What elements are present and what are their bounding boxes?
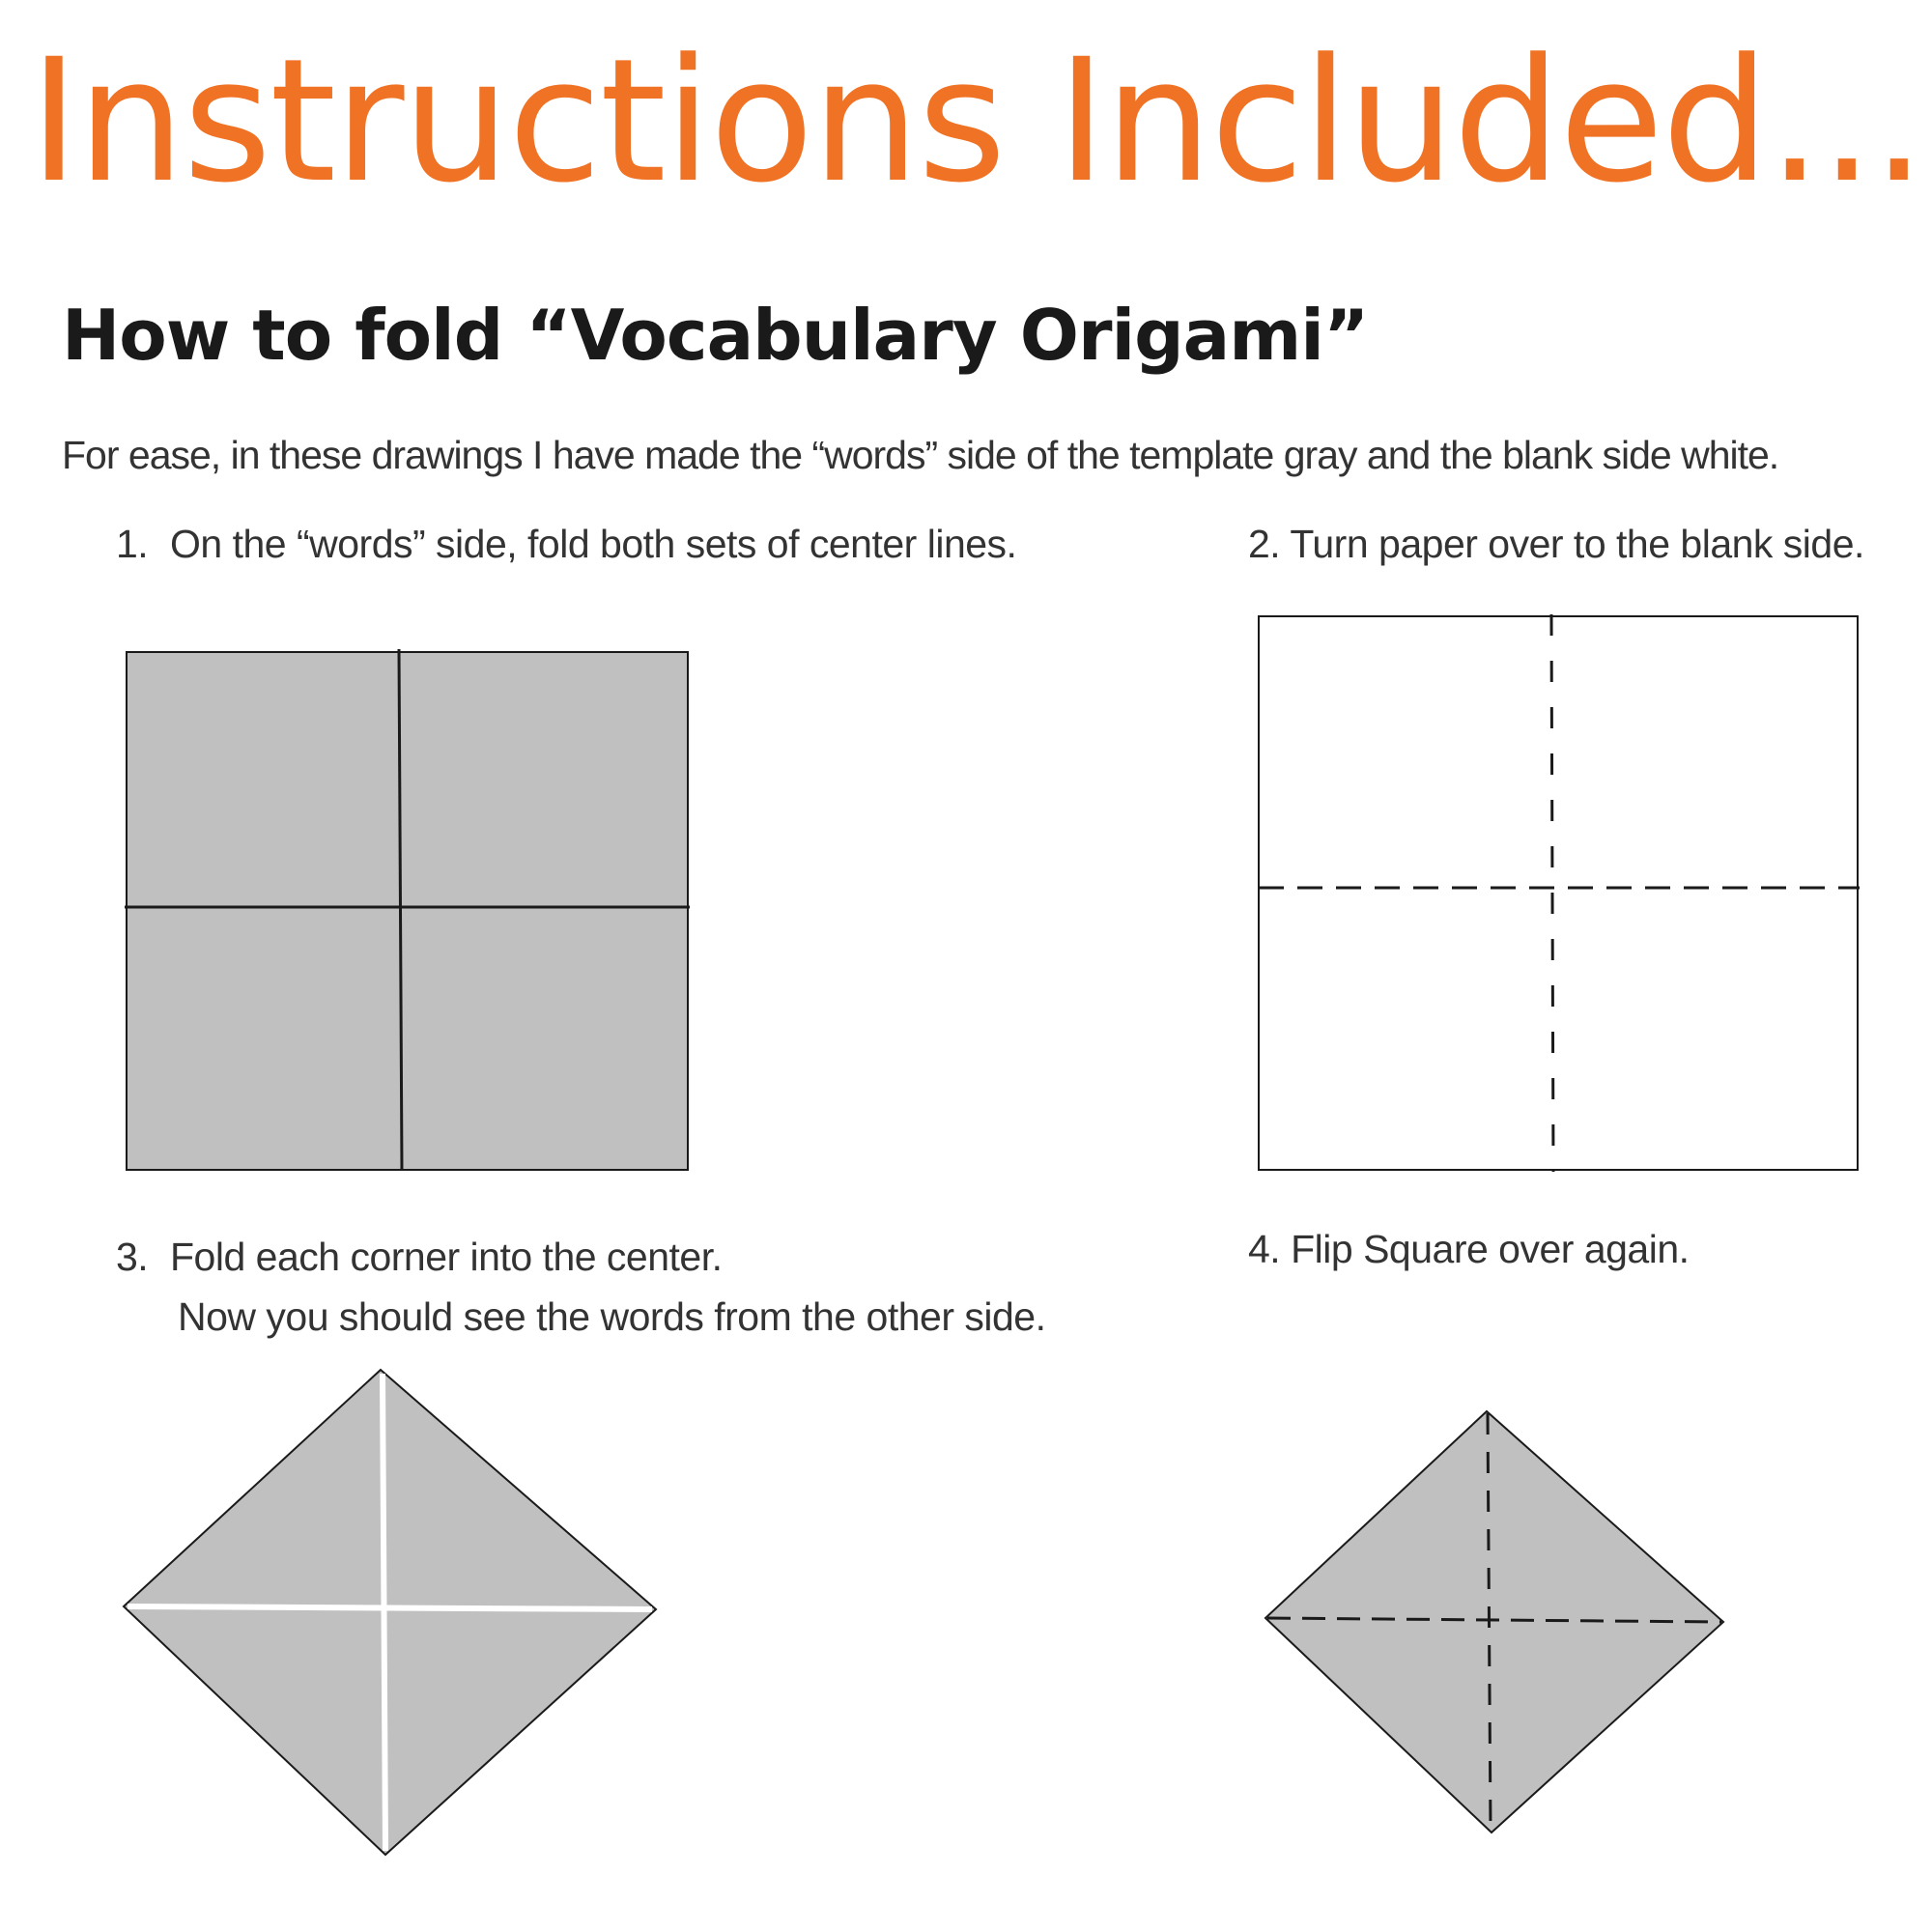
- figure-4-flipped-diamond: [1265, 1411, 1723, 1833]
- figure-3-vertical-fold: [383, 1374, 385, 1851]
- step-2-text: Turn paper over to the blank side.: [1290, 522, 1864, 566]
- intro-paragraph: For ease, in these drawings I have made the “words” side of the template gray and the blank side white.: [62, 433, 1779, 477]
- figure-1-folded-square: [125, 649, 690, 1171]
- step-3-text-line-2: Now you should see the words from the other side.: [178, 1294, 1046, 1339]
- figure-2-paper: [1259, 616, 1858, 1170]
- step-4-text: Flip Square over again.: [1291, 1227, 1690, 1271]
- step-2-number: 2.: [1248, 522, 1281, 566]
- figure-3-horizontal-fold: [128, 1606, 652, 1609]
- figure-1-paper: [127, 652, 688, 1170]
- step-1-text: On the “words” side, fold both sets of center lines.: [170, 522, 1017, 566]
- step-3-number: 3.: [116, 1235, 149, 1279]
- step-4-number: 4.: [1248, 1227, 1281, 1271]
- banner-heading: Instructions Included...: [29, 22, 1924, 220]
- document-title: How to fold “Vocabulary Origami”: [62, 295, 1369, 376]
- figure-3-paper: [124, 1370, 656, 1855]
- step-1-number: 1.: [116, 522, 149, 566]
- figure-2-blank-side-square: [1259, 614, 1860, 1172]
- step-3-text: Fold each corner into the center.: [170, 1235, 723, 1279]
- figure-3-folded-diamond: [124, 1370, 656, 1855]
